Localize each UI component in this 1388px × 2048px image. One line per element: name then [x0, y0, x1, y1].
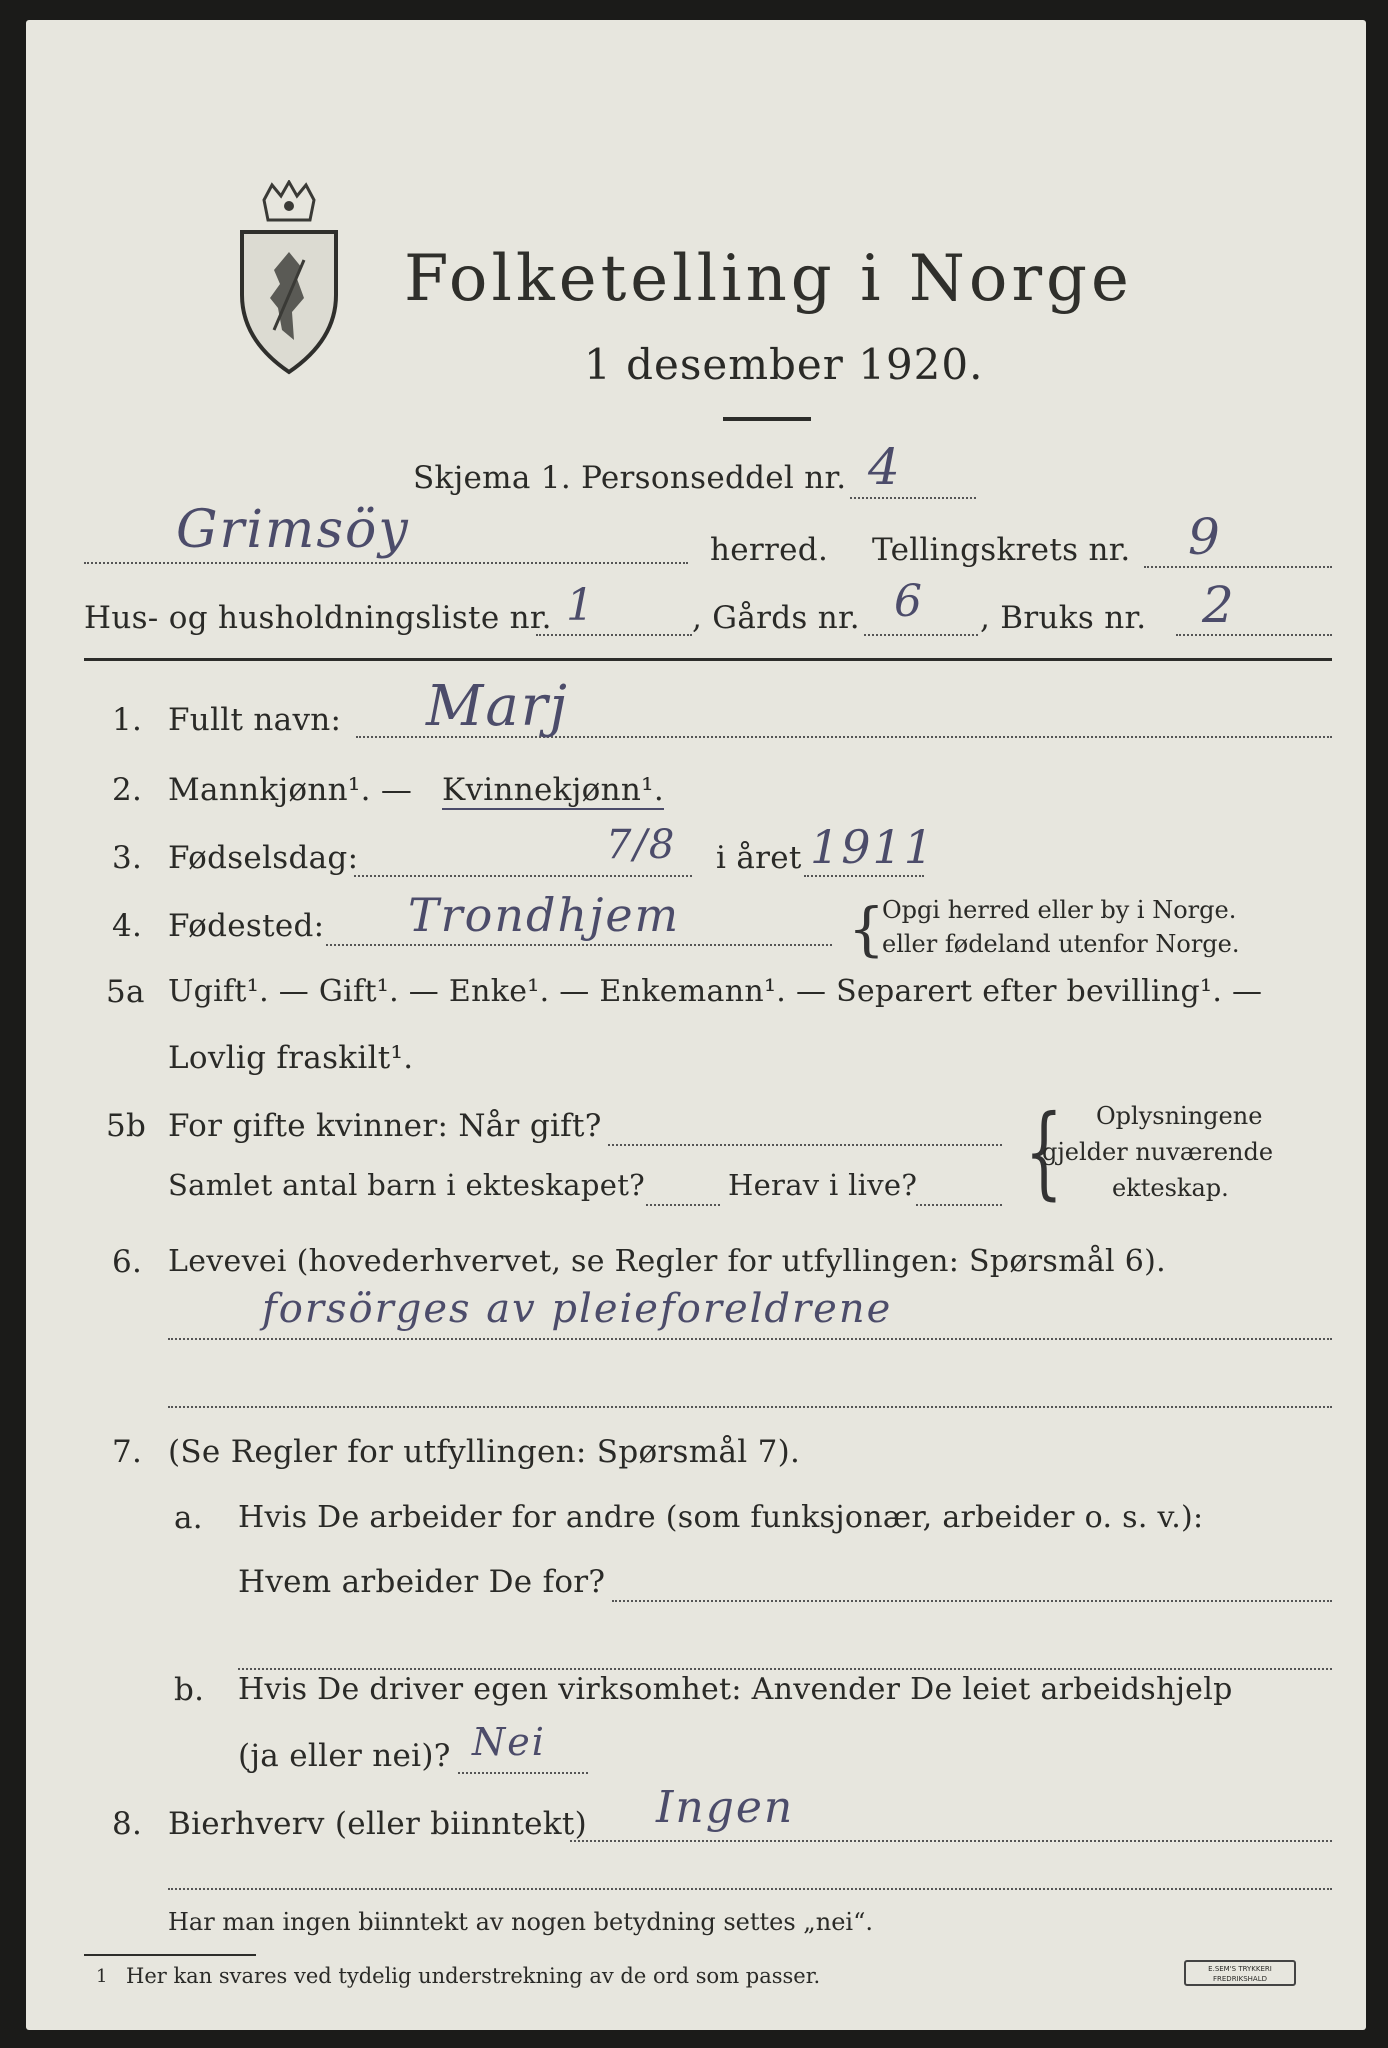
q3-birth-year-value: 1911	[810, 820, 936, 874]
q4-line	[326, 944, 832, 946]
q5a-line2: Lovlig fraskilt¹.	[168, 1040, 414, 1076]
bruks-line	[1176, 634, 1332, 636]
title-divider	[723, 417, 811, 421]
bruks-label: , Bruks nr.	[980, 600, 1147, 636]
q8-line-extra	[168, 1888, 1332, 1890]
footnote-text: Her kan svares ved tydelig understrekning av de ord som passer.	[126, 1964, 821, 1988]
schema-label: Skjema 1. Personseddel nr.	[413, 460, 847, 496]
header-separator	[84, 658, 1332, 661]
q1-full-name-value: Marj	[426, 674, 569, 739]
census-form-sheet	[26, 20, 1366, 2030]
q5b-line1: For gifte kvinner: Når gift?	[168, 1108, 602, 1144]
footnote-divider	[84, 1954, 256, 1956]
q6-line1	[168, 1338, 1332, 1340]
q6-number: 6.	[112, 1244, 143, 1280]
q6-label: Levevei (hovederhvervet, se Regler for utfyllingen: Spørsmål 6).	[168, 1244, 1166, 1279]
q7-label: (Se Regler for utfyllingen: Spørsmål 7).	[168, 1434, 801, 1470]
census-date: 1 desember 1920.	[584, 340, 984, 389]
husliste-line	[536, 634, 692, 636]
q5b-note-line1: Oplysningene	[1096, 1102, 1263, 1130]
gards-value: 6	[894, 576, 924, 627]
husliste-label: Hus- og husholdningsliste nr.	[84, 600, 552, 636]
q5b-alive-line	[916, 1204, 1002, 1206]
q4-note-line2: eller fødeland utenfor Norge.	[882, 930, 1240, 958]
q7b-line	[458, 1772, 588, 1774]
herred-label: herred.	[710, 532, 829, 568]
herred-line	[84, 562, 688, 564]
q6-line2	[168, 1406, 1332, 1408]
q5b-children-label: Samlet antal barn i ekteskapet?	[168, 1168, 645, 1202]
husliste-value: 1	[566, 580, 596, 631]
q3-day-line	[354, 875, 692, 877]
q1-label: Fullt navn:	[168, 702, 342, 738]
q3-number: 3.	[112, 840, 143, 876]
norwegian-coat-of-arms-icon	[234, 180, 344, 380]
q5b-note-brace: {	[1024, 1093, 1063, 1210]
q5a-number: 5a	[106, 974, 145, 1010]
q1-number: 1.	[112, 702, 143, 738]
q7a-line2: Hvem arbeider De for?	[238, 1564, 606, 1600]
q3-year-line	[804, 875, 924, 877]
q8-line	[570, 1840, 1332, 1842]
gards-label: , Gårds nr.	[692, 600, 860, 636]
form-title: Folketelling i Norge	[404, 242, 1133, 316]
personseddel-line	[850, 497, 976, 499]
q4-number: 4.	[112, 908, 143, 944]
q7b-letter: b.	[174, 1672, 205, 1708]
q5a-line1: Ugift¹. — Gift¹. — Enke¹. — Enkemann¹. — Separert efter bevilling¹. —	[168, 974, 1263, 1009]
q6-occupation-value: forsörges av pleieforeldrene	[262, 1286, 893, 1332]
q7a-line1: Hvis De arbeider for andre (som funksjonær, arbeider o. s. v.):	[238, 1500, 1204, 1535]
q8-number: 8.	[112, 1806, 143, 1842]
q5b-children-line	[646, 1204, 720, 1206]
printer-stamp-line1: E.SEM'S TRYKKERI	[1208, 1965, 1272, 1973]
tellingskrets-label: Tellingskrets nr.	[872, 532, 1131, 568]
herred-value: Grimsöy	[176, 500, 410, 560]
q7b-line2: (ja eller nei)?	[238, 1738, 451, 1774]
gards-line	[864, 634, 978, 636]
q8-label: Bierhverv (eller biinntekt)	[168, 1806, 588, 1842]
q3-aaret-label: i året	[716, 840, 802, 876]
q7b-value: Nei	[472, 1720, 546, 1764]
q7-number: 7.	[112, 1434, 143, 1470]
q5b-married-line	[608, 1144, 1002, 1146]
q2-mannkjonn: Mannkjønn¹. —	[168, 772, 413, 808]
q7a-line	[612, 1600, 1332, 1602]
q3-label: Fødselsdag:	[168, 840, 359, 876]
printer-stamp-line2: FREDRIKSHALD	[1212, 1975, 1267, 1983]
q4-note-brace: {	[848, 895, 885, 963]
q2-number: 2.	[112, 772, 143, 808]
printer-stamp	[1184, 1960, 1296, 1986]
q3-birth-day-value: 7/8	[606, 822, 677, 868]
q5b-note-line3: ekteskap.	[1112, 1174, 1229, 1202]
q5b-number: 5b	[106, 1108, 147, 1144]
q4-birthplace-value: Trondhjem	[408, 888, 681, 942]
q4-note-line1: Opgi herred eller by i Norge.	[882, 896, 1237, 924]
footnote-marker: 1	[96, 1966, 108, 1987]
q2-kvinnekjonn: Kvinnekjønn¹.	[442, 772, 665, 808]
personseddel-nr-value: 4	[868, 438, 902, 496]
tellingskrets-value: 9	[1188, 508, 1222, 566]
q8-secondary-income-value: Ingen	[656, 1782, 795, 1833]
q5b-alive-label: Herav i live?	[728, 1168, 918, 1202]
tellingskrets-line	[1144, 566, 1332, 568]
q5b-note-line2: gjelder nuværende	[1042, 1138, 1274, 1166]
q4-label: Fødested:	[168, 908, 325, 944]
q7a-line-extra	[238, 1668, 1332, 1670]
footer-note: Har man ingen biinntekt av nogen betydning settes „nei“.	[168, 1908, 873, 1936]
q7b-line1: Hvis De driver egen virksomhet: Anvender De leiet arbeidshjelp	[238, 1672, 1233, 1707]
q7a-letter: a.	[174, 1500, 203, 1536]
bruks-value: 2	[1202, 576, 1236, 634]
